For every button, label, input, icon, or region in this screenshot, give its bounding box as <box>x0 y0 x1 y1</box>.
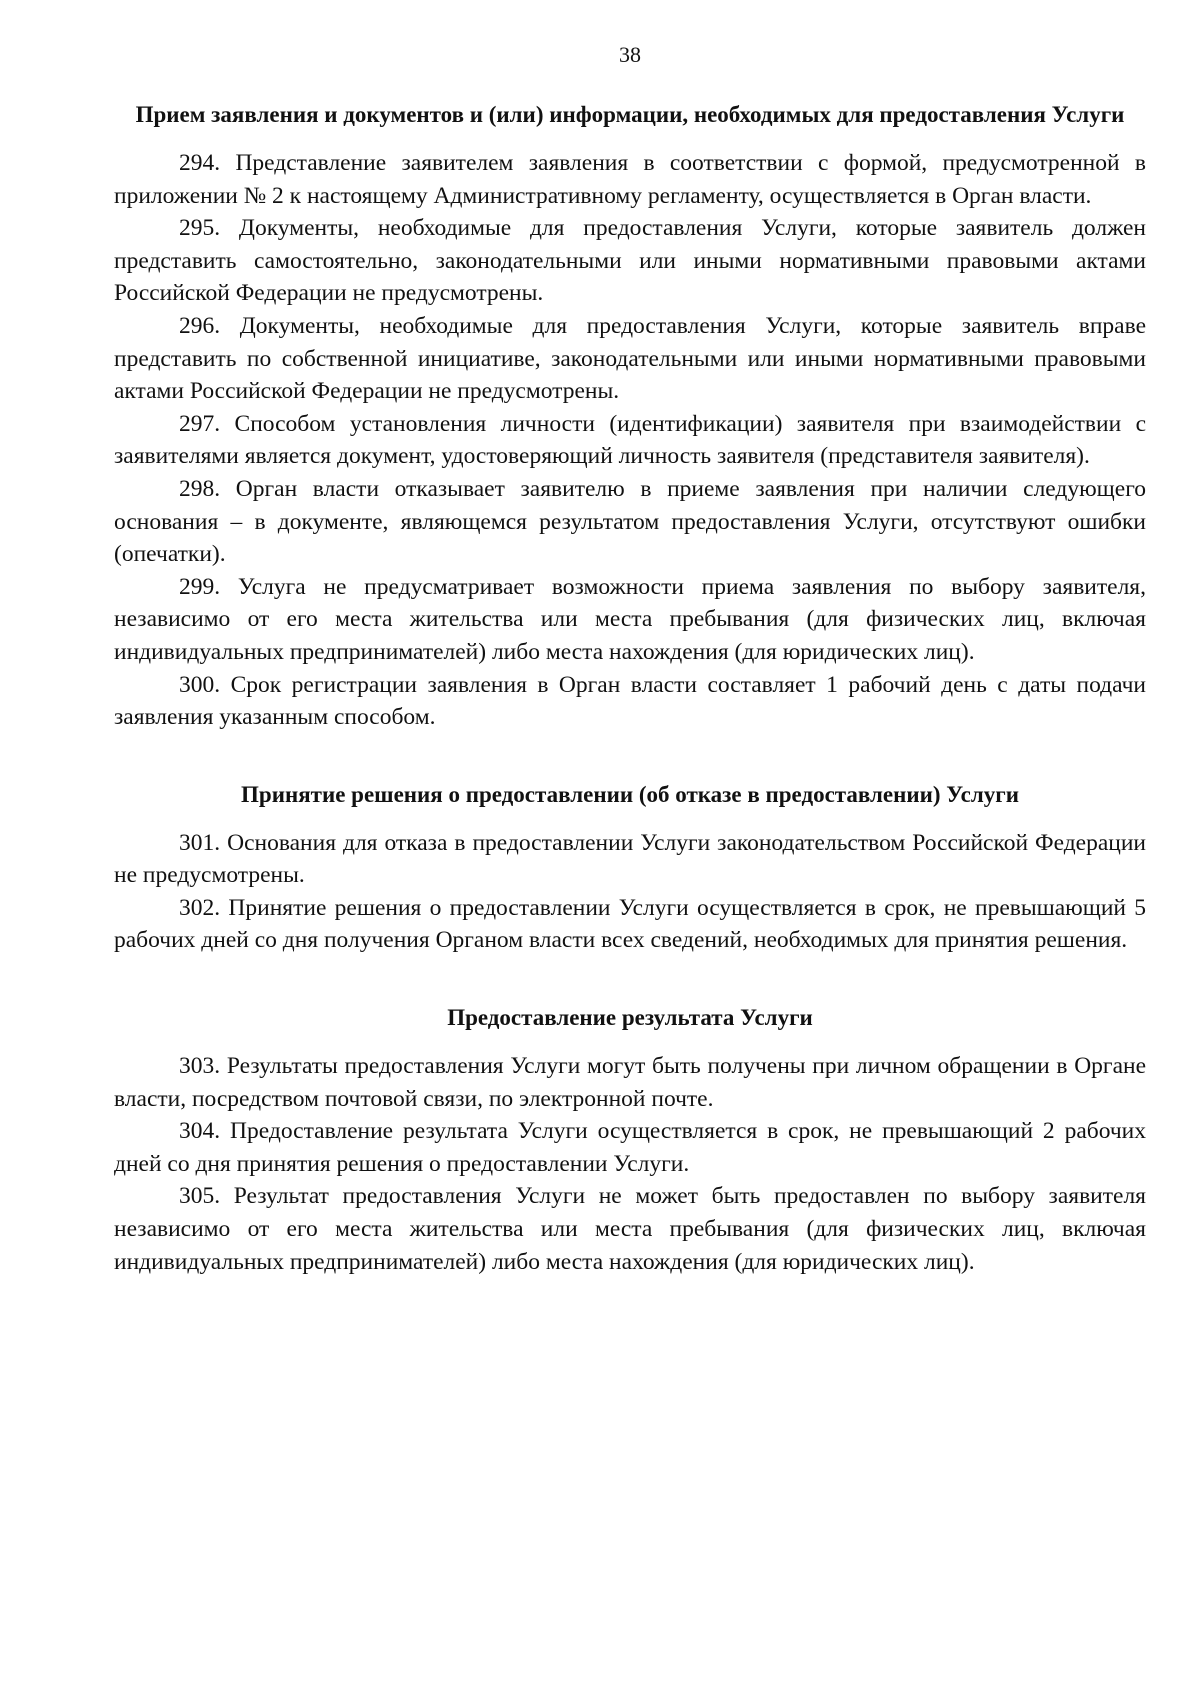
paragraph-number: 300. <box>179 671 221 698</box>
paragraph-305 <box>114 1180 1146 1278</box>
paragraph-294 <box>114 147 1146 212</box>
paragraph-299 <box>114 571 1146 669</box>
paragraph-number: 297. <box>179 410 221 437</box>
document-page <box>114 40 1146 1278</box>
section-heading-decision: Принятие решения о предоставлении (об отказе в предоставлении) Услуги <box>241 781 1019 807</box>
paragraph-298 <box>114 473 1146 571</box>
paragraph-text: Документы, необходимые для предоставления Услуги, которые заявитель вправе представить по собственной инициативе, законодательными или иными нормативными правовыми актами Российской Федерации не предусмотрены. <box>114 312 1146 405</box>
paragraph-303 <box>114 1050 1146 1115</box>
paragraph-297 <box>114 408 1146 473</box>
paragraph-302 <box>114 892 1146 957</box>
paragraph-text: Принятие решения о предоставлении Услуги осуществляется в срок, не превышающий 5 рабочих дней со дня получения Органом власти всех сведений, необходимых для принятия решения. <box>114 894 1147 954</box>
paragraph-296 <box>114 310 1146 408</box>
paragraph-text: Документы, необходимые для предоставления Услуги, которые заявитель должен представить самостоятельно, законодательными или иными нормативными правовыми актами Российской Федерации не предусмотрены. <box>114 215 1147 307</box>
paragraph-number: 296. <box>179 312 221 339</box>
section-heading-result: Предоставление результата Услуги <box>447 1005 813 1031</box>
section-heading-reception: Прием заявления и документов и (или) информации, необходимых для предоставления Услуги <box>135 102 1125 127</box>
paragraph-number: 294. <box>179 150 221 176</box>
paragraph-number: 304. <box>179 1118 221 1145</box>
paragraph-number: 299. <box>179 573 221 600</box>
paragraph-number: 305. <box>179 1183 221 1210</box>
paragraph-number: 301. <box>179 829 221 856</box>
paragraph-300 <box>114 669 1146 734</box>
paragraph-295 <box>114 212 1146 310</box>
paragraph-text: Представление заявителем заявления в соответствии с формой, предусмотренной в приложении № 2 к настоящему Административному регламенту, осуществляется в Орган власти. <box>114 150 1146 209</box>
paragraph-text: Основания для отказа в предоставлении Услуги законодательством Российской Федерации не предусмотрены. <box>114 829 1146 889</box>
paragraph-number: 302. <box>179 894 221 921</box>
paragraph-text: Результат предоставления Услуги не может быть предоставлен по выбору заявителя независимо от его места жительства или места пребывания (для физических лиц, включая индивидуальных предпринимателей) либо места нахождения (для юридических лиц). <box>114 1183 1146 1275</box>
paragraph-301 <box>114 827 1146 892</box>
paragraph-text: Услуга не предусматривает возможности приема заявления по выбору заявителя, независимо от его места жительства или места пребывания (для физических лиц, включая индивидуальных предпринимателей) либо места нахождения (для юридических лиц). <box>114 573 1146 665</box>
paragraph-text: Результаты предоставления Услуги могут быть получены при личном обращении в Органе власти, посредством почтовой связи, по электронной почте. <box>114 1053 1147 1112</box>
page-number: 38 <box>619 42 641 67</box>
paragraph-number: 295. <box>179 215 221 242</box>
paragraph-304 <box>114 1115 1146 1180</box>
paragraph-number: 303. <box>179 1053 221 1080</box>
paragraph-number: 298. <box>179 475 221 502</box>
paragraph-text: Орган власти отказывает заявителю в приеме заявления при наличии следующего основания – в документе, являющемся результатом предоставления Услуги, отсутствуют ошибки (опечатки). <box>114 475 1147 568</box>
paragraph-text: Предоставление результата Услуги осуществляется в срок, не превышающий 2 рабочих дней со дня принятия решения о предоставлении Услуги. <box>114 1118 1147 1177</box>
paragraph-text: Способом установления личности (идентификации) заявителя при взаимодействии с заявителями является документ, удостоверяющий личность заявителя (представителя заявителя). <box>114 410 1147 470</box>
paragraph-text: Срок регистрации заявления в Орган власти составляет 1 рабочий день с даты подачи заявления указанным способом. <box>114 671 1147 731</box>
